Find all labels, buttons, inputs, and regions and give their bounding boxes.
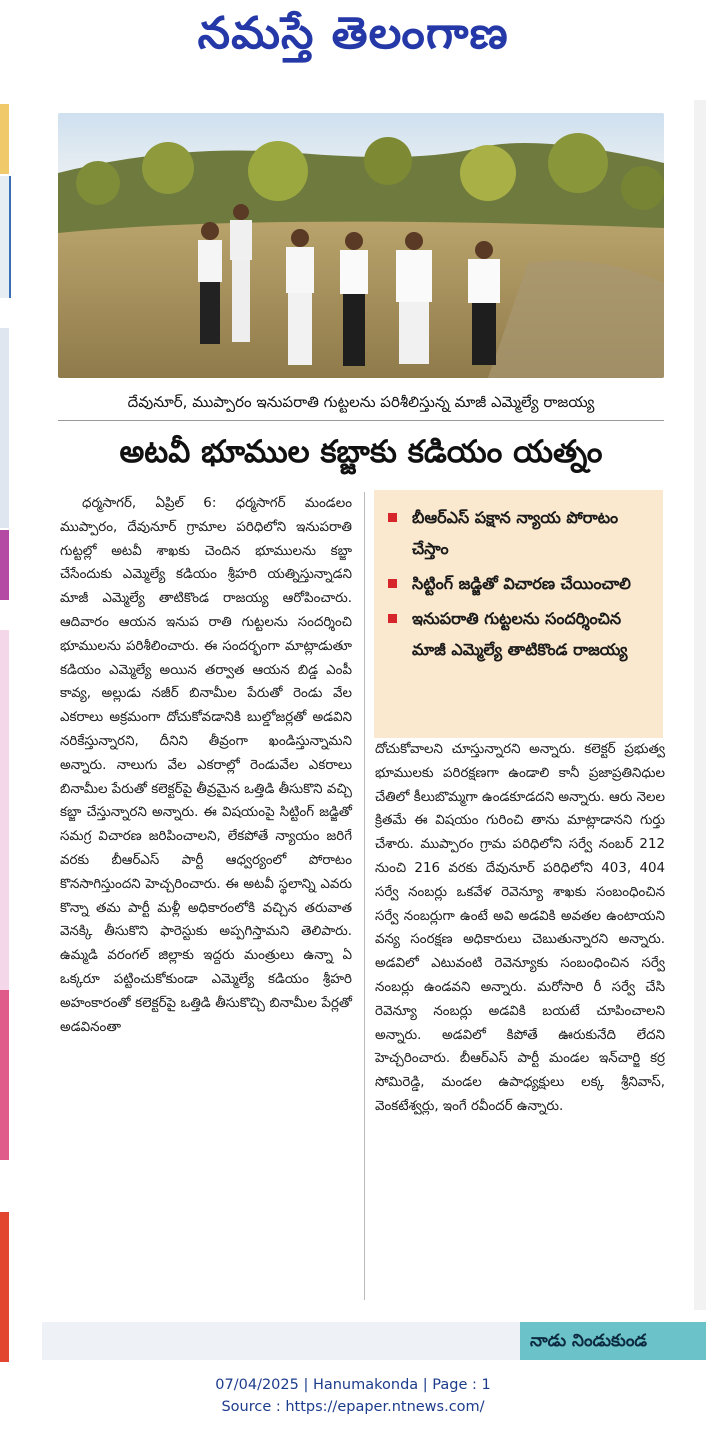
left-edge-strip	[0, 1212, 9, 1362]
masthead	[0, 0, 706, 80]
column-divider	[364, 492, 365, 1300]
photo-caption: దేవునూర్, ముప్పారం ఇనుపరాతి గుట్టలను పరిశీలిస్తున్న మాజీ ఎమ్మెల్యే రాజయ్య	[58, 384, 664, 421]
left-edge-strip	[0, 328, 9, 528]
page-footer	[0, 1374, 706, 1418]
square-bullet-icon	[388, 513, 397, 522]
left-edge-strip	[0, 990, 9, 1160]
left-edge-strip	[0, 530, 9, 600]
source-link[interactable]: Source : https://epaper.ntnews.com/	[221, 1399, 485, 1415]
square-bullet-icon	[388, 579, 397, 588]
article-column-2: దోచుకోవాలని చూస్తున్నారని అన్నారు. కలెక్టర్ ప్రభుత్వ భూములకు పరిరక్షణగా ఉండాలి కానీ ప్రజాప్రతినిధుల చేతిలో కీలుబొమ్మగా ఉండకూడదని అన్నారు. ఆరు నెలల క్రితమే ఈ విషయం గురించి తాను మాట్లాడానని గుర్తు చేశారు. ముప్పారం గ్రామ పరిధిలోని సర్వే నంబర్ 212 నుంచి 216 వరకు దేవునూర్ పరిధిలోని 403, 404 సర్వే నంబర్లు ఒకవేళ రెవెన్యూ శాఖకు సంబంధించిన సర్వే నంబర్లుగా ఉంటే అవి అడవికి అవతల ఉంటాయని వన్య సంరక్షణ అధికారులు చెబుతున్నారని అన్నారు. అడవిలో ఎటువంటి రెవెన్యూకు సంబంధించిన సర్వే నంబర్లు ఉండవని అన్నారు. మరోసారి రీ సర్వే చేసి రెవెన్యూ నంబర్లు అడవికి బయటే చూపించాలని అన్నారు. అడవిలో కిపోతే ఊరుకునేది లేదని హెచ్చరించారు. బీఆర్ఎస్ పార్టీ మండల ఇన్‌చార్జి కర్ర సోమిరెడ్డి, మండల ఉపాధ్యక్షులు లక్క శ్రీనివాస్, వెంకటేశ్వర్లు, ఇంగే రవీందర్ ఉన్నారు.	[375, 742, 665, 1114]
highlight-item: సిట్టింగ్ జడ్జితో విచారణ చేయించాలి	[382, 568, 657, 599]
newspaper-title: నమస్తే తెలంగాణ	[197, 8, 509, 59]
news-photo	[58, 113, 664, 378]
person-figure	[198, 222, 222, 344]
highlights-box	[374, 490, 663, 738]
left-edge-strip	[0, 104, 9, 174]
square-bullet-icon	[388, 614, 397, 623]
left-edge-strip	[0, 176, 11, 298]
right-edge-strip	[694, 100, 706, 1310]
highlight-item: ఇనుపరాతి గుట్టలను సందర్శించిన మాజీ ఎమ్మెల్యే తాటికొండ రాజయ్య	[382, 603, 657, 665]
headline: అటవీ భూముల కబ్జాకు కడియం యత్నం	[119, 434, 603, 470]
highlight-item: బీఆర్ఎస్ పక్షాన న్యాయ పోరాటం చేస్తాం	[382, 502, 657, 564]
advertisement-label: నాడు నిండుకుండ	[520, 1322, 706, 1360]
edition-info: 07/04/2025 | Hanumakonda | Page : 1	[215, 1377, 491, 1393]
article-column-1: ధర్మసాగర్, ఏప్రిల్ 6: ధర్మసాగర్ మండలం ముప్పారం, దేవునూర్ గ్రామాల పరిధిలోని ఇనుపరాతి గుట్టల్లో అటవీ శాఖకు చెందిన భూములను కబ్జా చేసేందుకు ఎమ్మెల్యే కడియం శ్రీహరి యత్నిస్తున్నాడని మాజీ ఎమ్మెల్యే తాటికొండ రాజయ్య ఆరోపించారు. ఆదివారం ఆయన ఇనుప రాతి గుట్టలను సందర్శించి భూములను పరిశీలించారు. ఈ సందర్భంగా మాట్లాడుతూ కడియం ఎమ్మెల్యే అయిన తర్వాత ఆయన బిడ్డ ఎంపీ కావ్య, అల్లుడు నజీర్ బినామీల పేరుతో రెండు వేల ఎకరాలు అక్రమంగా దోచుకోవడానికి బుల్డోజర్లతో అడవిని నరికేస్తున్నారని, దీనిని తీవ్రంగా ఖండిస్తున్నామని అన్నారు. నాలుగు వేల ఎకరాల్లో రెండువేల ఎకరాలు బినామీల పేరుతో కలెక్టర్‌పై తీవ్రమైన ఒత్తిడి తీసుకొని వచ్చి కబ్జా చేస్తున్నారని అన్నారు. ఈ విషయంపై సిట్టింగ్ జడ్జితో సమగ్ర విచారణ జరిపించాలని, లేకపోతే న్యాయం జరిగే వరకు బీఆర్ఎస్ పార్టీ ఆధ్వర్యంలో పోరాటం కొనసాగిస్తుందని హెచ్చరించారు. ఈ అటవీ స్థలాన్ని ఎవరు కొన్నా తమ పార్టీ మళ్లీ అధికారంలోకి వచ్చిన తరువాత వెనక్కి తీసుకొని ఫారెస్టుకు అప్పగిస్తామని తెలిపారు. ఉమ్మడి వరంగల్ జిల్లాకు ఇద్దరు మంత్రులు ఉన్నా ఏ ఒక్కరూ పట్టించుకోకుండా ఎమ్మెల్యే కడియం శ్రీహరి అహంకారంతో కలెక్టర్‌పై ఒత్తిడి తీసుకొచ్చి బినామీల పేర్లతో అడవినంతా	[60, 496, 352, 1035]
